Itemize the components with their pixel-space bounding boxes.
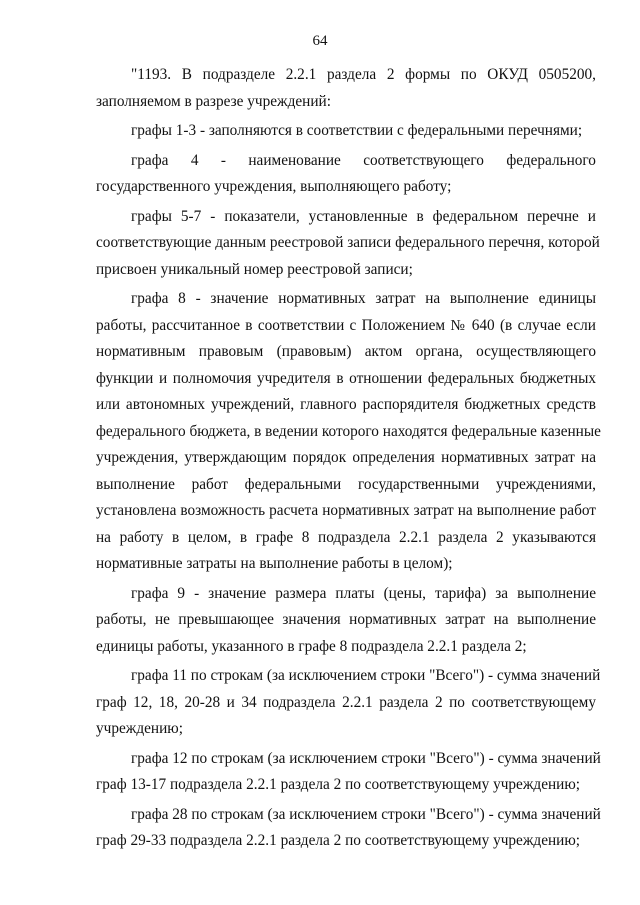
text-line: учреждения, утверждающим порядок определения нормативных затрат на [96,449,596,466]
text-line: работы, не превышающее значения нормативных затрат на выполнение [96,611,596,628]
text-line: графа 9 - значение размера платы (цены, тарифа) за выполнение [131,584,596,602]
word: графа [131,151,169,169]
word: наименование [248,151,341,169]
document-body [96,62,601,855]
text-line: графа 12 по строкам (за исключением строки "Всего") - сумма значений [131,749,601,767]
text-line: графа 11 по строкам (за исключением строки "Всего") - сумма значений [131,667,601,684]
text-line: установлена возможность расчета нормативных затрат на выполнение работ [96,502,596,519]
text-line: граф 29-33 подраздела 2.2.1 раздела 2 по соответствующему учреждению; [96,832,581,849]
word: - [220,151,226,169]
text-line: графа 8 - значение нормативных затрат на выполнение единицы [131,290,596,307]
text-line: нормативные затраты на выполнение работы в целом); [96,555,453,572]
page-number: 64 [312,33,328,49]
text-line: единицы работы, указанного в графе 8 подраздела 2.2.1 раздела 2; [96,637,527,655]
text-line: работы, рассчитанное в соответствии с Положением № 640 (в случае если [96,316,596,334]
word: 4 [190,151,199,169]
word: федерального [506,151,596,169]
text-line: федерального бюджета, в ведении которого находятся федеральные казенные [96,422,601,440]
text-line: граф 13-17 подраздела 2.2.1 раздела 2 по соответствующему учреждению; [96,776,581,793]
text-line: выполнение работ федеральными государственными учреждениями, [96,475,596,493]
text-line [96,148,596,175]
text-line: "1193. В подразделе 2.2.1 раздела 2 формы по ОКУД 0505200, [131,66,596,83]
text-line: графы 1-3 - заполняются в соответствии с федеральными перечнями; [131,122,583,139]
text-line: присвоен уникальный номер реестровой записи; [96,260,413,278]
text-line: графы 5-7 - показатели, установленные в федеральном перечне и [131,207,596,225]
text-line: функции и полномочия учредителя в отношении федеральных бюджетных [96,369,596,387]
text-line: соответствующие данным реестровой записи федерального перечня, которой [96,234,600,251]
text-line: граф 12, 18, 20-28 и 34 подраздела 2.2.1 раздела 2 по соответствующему [96,693,596,711]
text-line: учреждению; [96,720,183,737]
text-line: или автономных учреждений, главного распорядителя бюджетных средств [96,396,596,413]
text-line: государственного учреждения, выполняющего работу; [96,178,452,195]
text-line: заполняемом в разрезе учреждений: [96,92,331,110]
text-line: графа 28 по строкам (за исключением строки "Всего") - сумма значений [131,805,601,823]
text-line: на работу в целом, в графе 8 подраздела 2.2.1 раздела 2 указываются [96,528,596,546]
word: соответствующего [363,151,484,169]
text-line: нормативным правовым (правовым) актом органа, осуществляющего [96,343,596,360]
